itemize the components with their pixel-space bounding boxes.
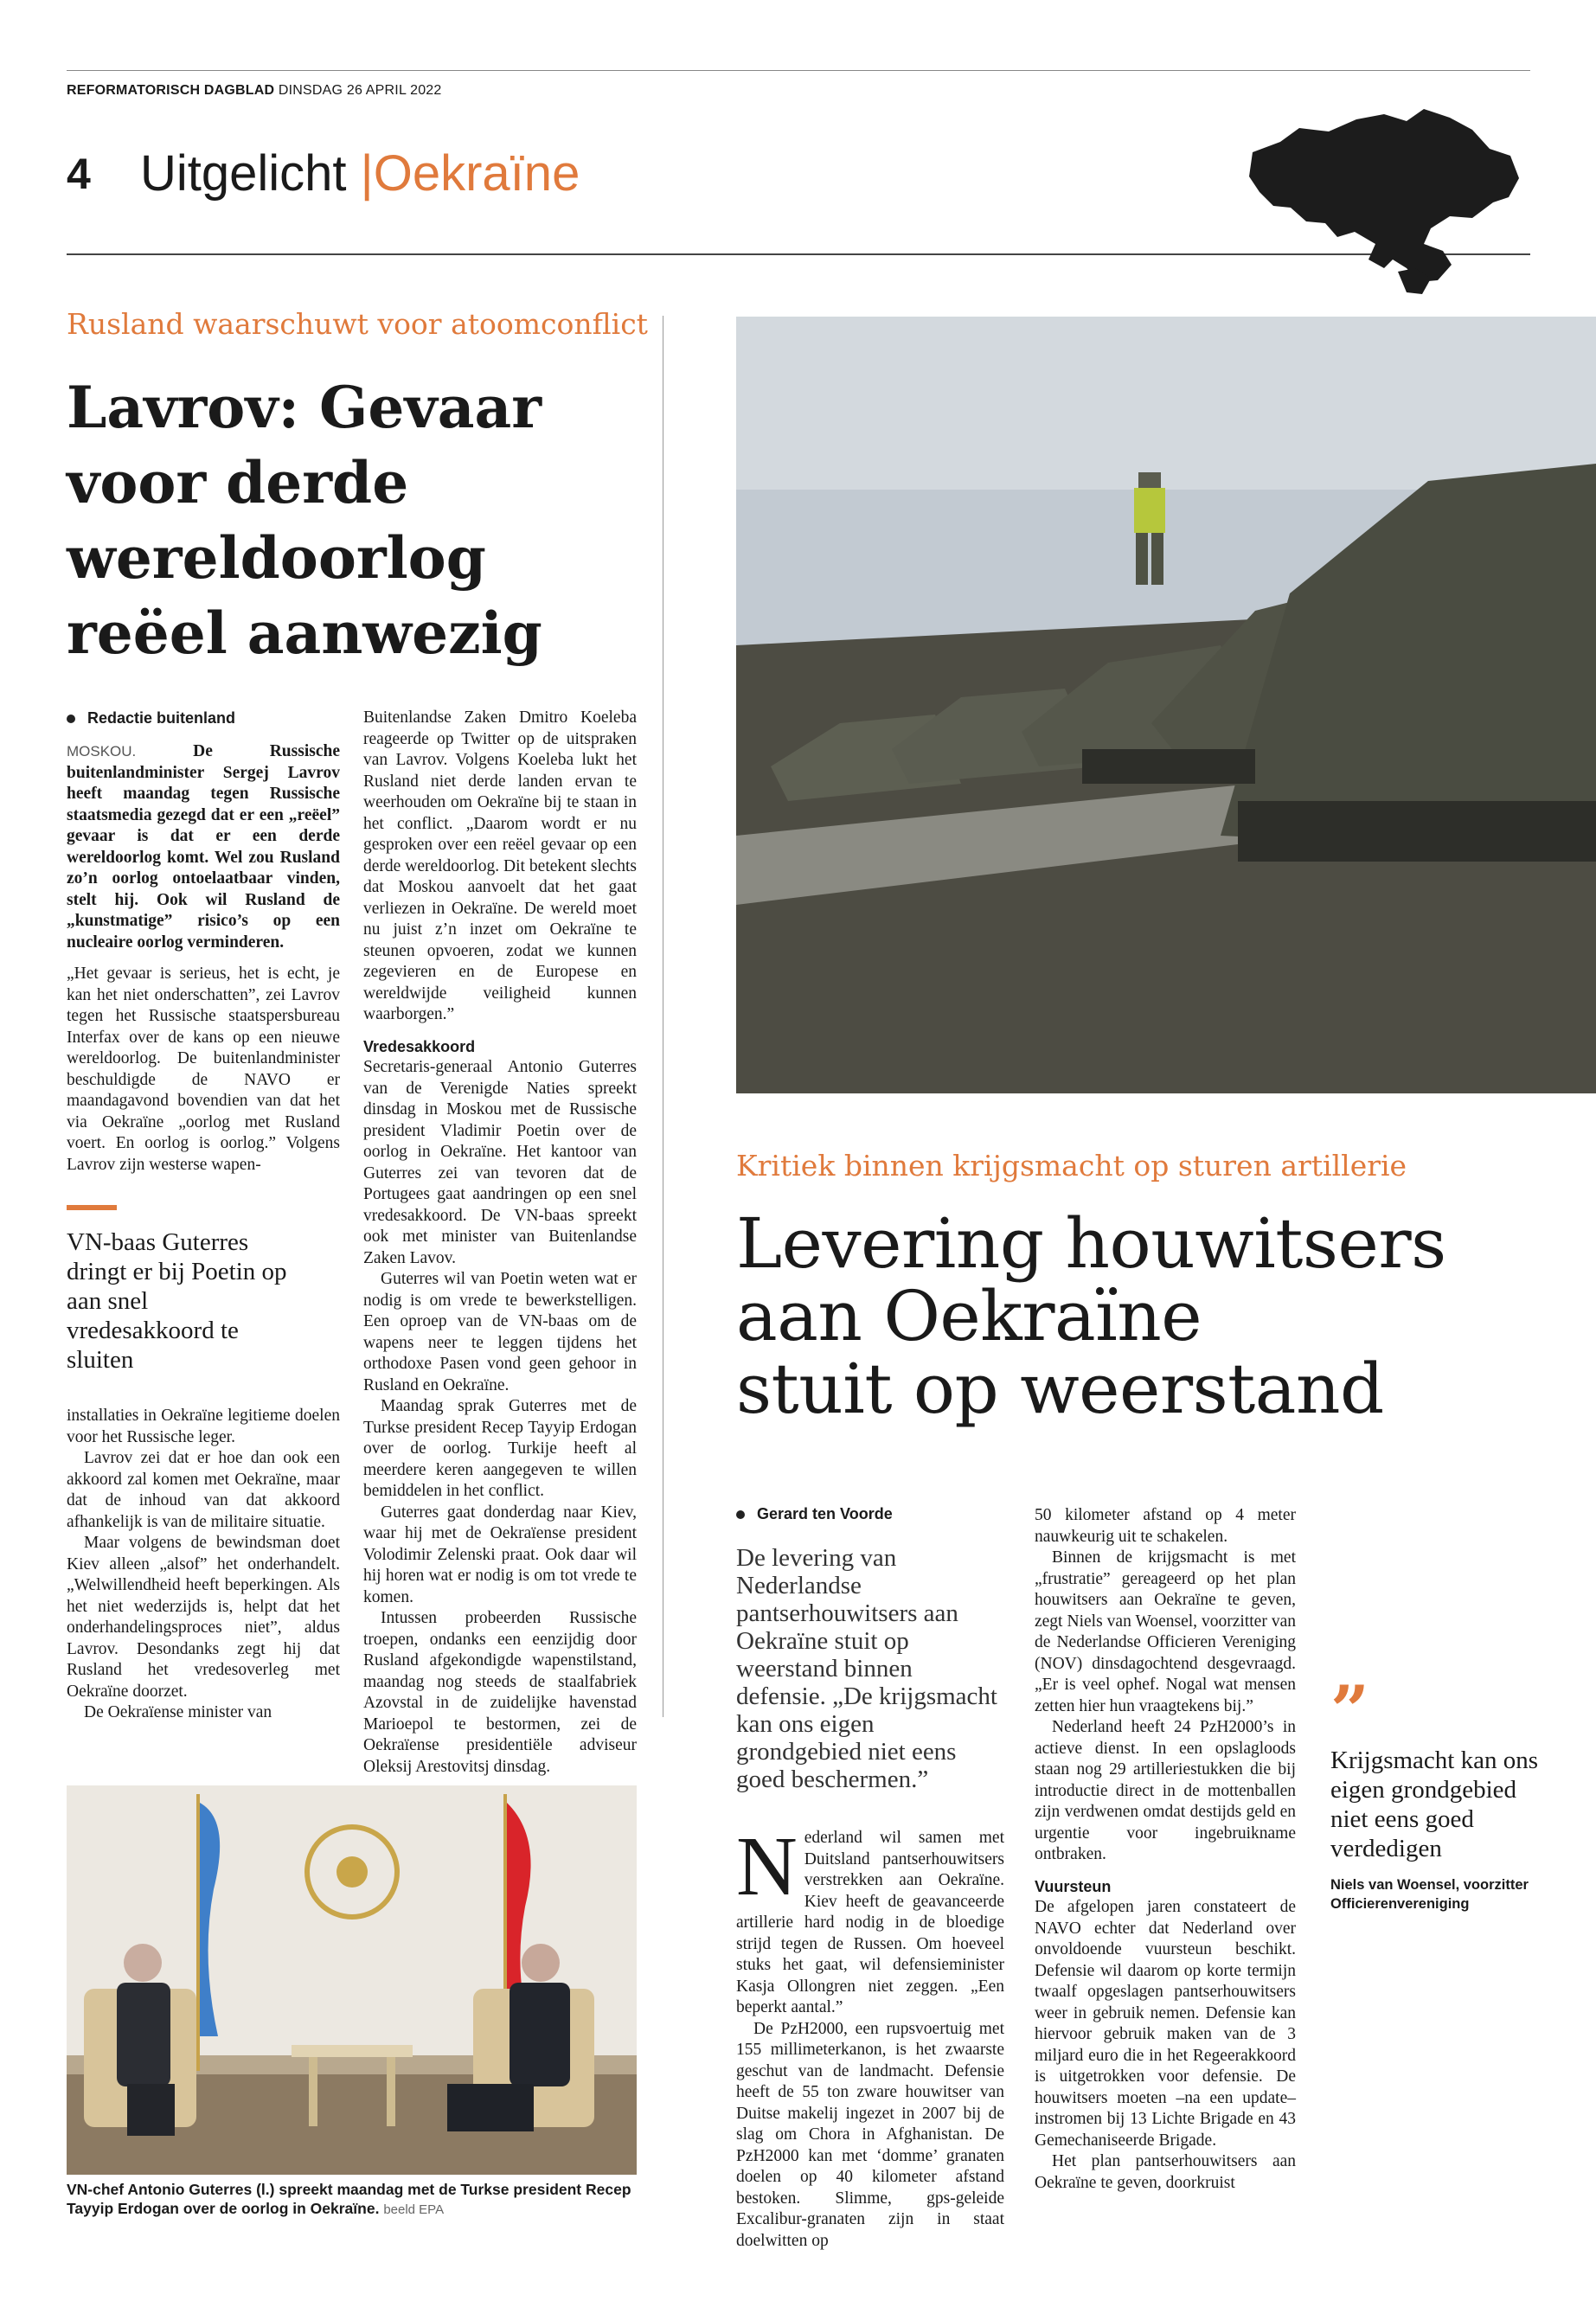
article2-kicker: Kritiek binnen krijgsmacht op sturen artillerie bbox=[736, 1149, 1407, 1183]
article2-quote: Krijgsmacht kan ons eigen grondgebied niet eens goed verdedigen bbox=[1330, 1747, 1539, 1862]
meeting-photo bbox=[67, 1785, 637, 2175]
headline-line: Levering houwitsers bbox=[736, 1203, 1446, 1284]
article2-subhead: Vuursteun bbox=[1035, 1877, 1112, 1895]
meeting-photo-caption: VN-chef Antonio Guterres (l.) spreekt maandag met de Turkse president Recep Tayyip Erdogan over de oorlog in Oekraïne. beeld EPA bbox=[67, 2181, 631, 2217]
article2-column-1 bbox=[736, 1505, 1004, 2252]
article1-column-1 bbox=[67, 709, 340, 1724]
article2-intro: De levering van Nederlandse pantserhouwitsers aan Oekraïne stuit op weerstand binnen defensie. „De krijgsmacht kan ons eigen grondgebied niet eens goed beschermen.” bbox=[736, 1544, 997, 1793]
pullquote-bar bbox=[67, 1205, 117, 1210]
section-separator: | bbox=[360, 145, 374, 202]
article2-byline: Gerard ten Voorde bbox=[736, 1505, 1004, 1523]
paper-date: DINSDAG 26 APRIL 2022 bbox=[278, 83, 442, 98]
headline-line: voor derde bbox=[67, 449, 409, 516]
paragraph: Guterres gaat donderdag naar Kiev, waar hij met de Oekraïense president Volodimir Zelenski praat. Ook daar wil hij horen wat er nodig is om tot vrede te komen. bbox=[363, 1503, 637, 1606]
meeting-photo-illustration bbox=[67, 1785, 637, 2175]
article1-byline: Redactie buitenland bbox=[67, 709, 340, 727]
section-name: Uitgelicht bbox=[140, 145, 347, 202]
section-title bbox=[140, 144, 580, 204]
paragraph: Secretaris-generaal Antonio Guterres van de Verenigde Naties spreekt dinsdag in Moskou met de Russische president Vladimir Poetin over de oorlog in Oekraïne. Het kantoor van Guterres zei van tevoren dat de Portugees gaat aandringen op een snel vredesakkoord. De VN-baas spreekt ook met minister van Buitenlandse Zaken Lavov. bbox=[363, 1058, 637, 1267]
bullet-icon bbox=[736, 1510, 745, 1519]
paragraph: Lavrov zei dat er hoe dan ook een akkoord zal komen met Oekraïne, maar dat de inhoud van dat akkoord afhankelijk is van de militaire situatie. bbox=[67, 1449, 340, 1531]
top-divider bbox=[67, 70, 1530, 71]
article2-quote-block bbox=[1330, 1671, 1539, 1913]
article2-column-2 bbox=[1035, 1505, 1296, 2194]
quote-mark-icon: ” bbox=[1330, 1671, 1369, 1750]
section-topic: Oekraïne bbox=[373, 145, 580, 202]
article2-opening: Nederland wil samen met Duitsland pantserhouwitsers verstrekken aan Oekraïne. Kiev heeft de geavanceerde artillerie hard nodig in de bloedige strijd tegen de Russen. Om hoeveel stuks het gaat, wil defensieminister Kasja Ollongren niet zeggen. „Een beperkt aantal.” bbox=[736, 1820, 1004, 2016]
masthead-info bbox=[67, 83, 442, 99]
paragraph: De PzH2000, een rupsvoertuig met 155 millimeterkanon, is het zwaarste geschut van de landmacht. Defensie heeft de 55 ton zware houwitser van Duitse makelij ingezet in 2007 bij de slag om Chora in Afghanistan. De PzH2000 kan met ‘domme’ granaten doelen op 40 kilometer afstand bestoken. Slimme, gps-geleide Excalibur-granaten zijn in staat doelwitten op bbox=[736, 2019, 1004, 2250]
article1-column-2 bbox=[363, 708, 637, 1778]
page-number: 4 bbox=[67, 150, 91, 198]
headline-line: aan Oekraïne bbox=[736, 1276, 1202, 1356]
military-photo-illustration bbox=[736, 317, 1596, 1093]
ukraine-map-icon bbox=[1246, 102, 1522, 297]
paragraph: Intussen probeerden Russische troepen, ondanks een eenzijdig door Rusland afgekondigde wapenstilstand, maandag nog steeds de staalfabriek Azovstal in de zuidelijke havenstad Marioepol te bestormen, zei de Oekraïense presidentiële adviseur Oleksij Arestovitsj dinsdag. bbox=[363, 1609, 637, 1776]
paragraph: installaties in Oekraïne legitieme doelen voor het Russische leger. bbox=[67, 1407, 340, 1446]
paragraph: Binnen de krijgsmacht is met „frustratie” gereageerd op het plan houwitsers aan Oekraïne te geven, zegt Niels van Woensel, voorzitter van de Nederlandse Officieren Vereniging (NOV) dinsdagochtend desgevraagd. „Er is veel ophef. Nogal wat mensen zetten hier hun vraagtekens bij.” bbox=[1035, 1548, 1296, 1715]
headline-line: wereldoorlog bbox=[67, 524, 486, 592]
article2-headline bbox=[736, 1203, 1596, 1429]
bullet-icon bbox=[67, 715, 75, 723]
paragraph: 50 kilometer afstand op 4 meter nauwkeurig uit te schakelen. bbox=[1035, 1506, 1296, 1546]
dropcap: N bbox=[736, 1820, 798, 1913]
paragraph: De Oekraïense minister van bbox=[84, 1703, 272, 1721]
paper-name: REFORMATORISCH DAGBLAD bbox=[67, 83, 275, 98]
military-photo bbox=[736, 317, 1596, 1093]
article1-kicker: Rusland waarschuwt voor atoomconflict bbox=[67, 307, 648, 341]
article1-subhead: Vredesakkoord bbox=[363, 1037, 476, 1055]
paragraph: Maar volgens de bewindsman doet Kiev alleen „alsof” het onderhandelt. „Welwillendheid heeft beperkingen. Als het niet wederzijds is, helpt dat het onderhandelingsproces niet”, aldus Lavrov. Desondanks zegt hij dat Rusland het vredesoverleg met Oekraïne doorzet. bbox=[67, 1534, 340, 1701]
article1-pullquote: VN-baas Guterres dringt er bij Poetin op aan snel vredesakkoord te sluiten bbox=[67, 1228, 287, 1374]
article1-lead: MOSKOU. De Russische buitenlandminister Sergej Lavrov heeft maandag tegen Russische staatsmedia gezegd dat er een „reëel” gevaar is dat er een derde wereldoorlog komt. Wel zou Rusland zo’n oorlog ontoelaatbaar vinden, stelt hij. Ook wil Rusland de „kunstmatige” risico’s op een nucleaire oorlog verminderen. bbox=[67, 742, 340, 952]
headline-line: Lavrov: Gevaar bbox=[67, 374, 542, 441]
paragraph: De afgelopen jaren constateert de NAVO echter dat Nederland over onvoldoende vuursteun beschikt. Defensie wil daarom op korte termijn twaalf opgeslagen pantserhouwitsers weer in gebruik nemen. Defensie kan hiervoor gebruik maken van de 3 miljard euro die in het Regeerakkoord is uitgetrokken voor defensie. De houwitsers moeten –na een update– instromen bij 13 Lichte Brigade en 43 Gemechaniseerde Brigade. bbox=[1035, 1898, 1296, 2150]
article2-quote-attribution: Niels van Woensel, voorzitter Officierenvereniging bbox=[1330, 1877, 1529, 1912]
paragraph: Guterres wil van Poetin weten wat er nodig is om vrede te bewerkstelligen. Een oproep van de VN-baas om de wapens neer te leggen tijdens het orthodoxe Pasen vond geen gehoor in Rusland en Oekraïne. bbox=[363, 1270, 637, 1394]
paragraph: Het plan pantserhouwitsers aan Oekraïne te geven, doorkruist bbox=[1035, 2152, 1296, 2192]
paragraph: „Het gevaar is serieus, het is echt, je kan het niet onderschatten”, zei Lavrov tegen het Russische staatspersbureau Interfax over de kans op een nieuwe wereldoorlog. De buitenlandminister beschuldigde de NAVO er maandagavond bovendien van dat het via Oekraïne „oorlog met Rusland voert. En oorlog is oorlog.” Volgens Lavrov zijn westerse wapen- bbox=[67, 965, 340, 1174]
paragraph: Nederland heeft 24 PzH2000’s in actieve dienst. In een opslagloods staan nog 29 artilleriestukken die bij introductie direct in de mottenballen zijn verdwenen omdat destijds geld en urgentie voor ingebruikname ontbraken. bbox=[1035, 1718, 1296, 1863]
headline-line: reëel aanwezig bbox=[67, 599, 542, 667]
article1-headline bbox=[67, 370, 655, 671]
paragraph: Maandag sprak Guterres met de Turkse president Recep Tayyip Erdogan over de oorlog. Turkije heeft al meerdere keren aangegeven te willen bemiddelen in het conflict. bbox=[363, 1397, 637, 1500]
headline-line: stuit op weerstand bbox=[736, 1349, 1384, 1429]
paragraph: Buitenlandse Zaken Dmitro Koeleba reageerde op Twitter op de uitspraken van Lavrov. Volgens Koeleba lukt het Rusland niet derde landen ervan te weerhouden om Oekraïne bij te staan in het conflict. „Daarom wordt er nu gesproken over een reëel gevaar op een derde wereldoorlog. Dit betekent slechts dat Moskou aanvoelt dat het gaat verliezen in Oekraïne. De wereld moet nu juist z’n inzet om Oekraïne te steunen opvoeren, zodat we kunnen zegevieren en de Europese en wereldwijde veiligheid kunnen waarborgen.” bbox=[363, 708, 637, 1023]
